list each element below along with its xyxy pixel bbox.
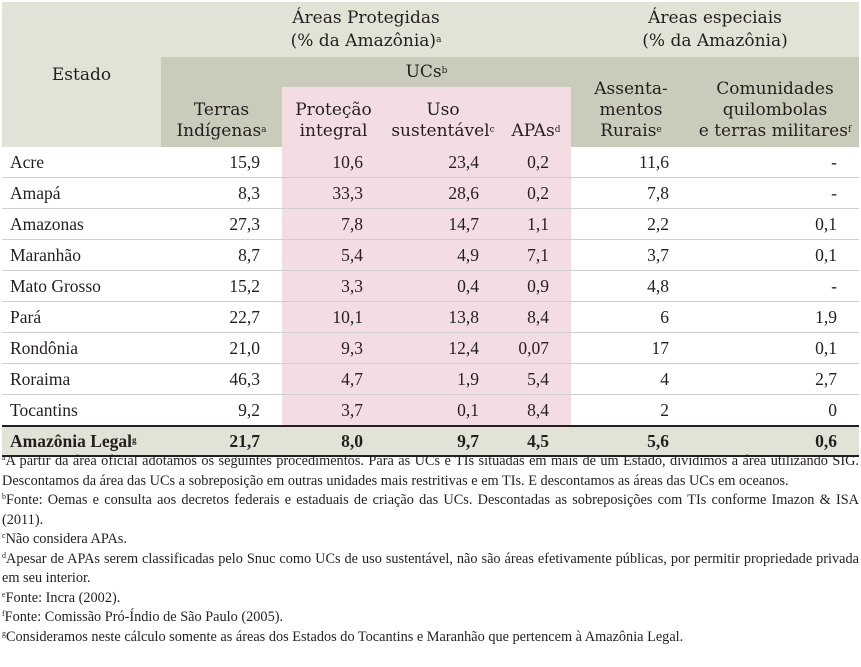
total-estado: Amazônia Legal$^g$	[2, 426, 161, 456]
cell-apa: 1,1	[501, 209, 571, 240]
cell-ti: 15,9	[161, 147, 282, 178]
cell-cq: 1,9	[691, 302, 859, 333]
cell-us: 14,7	[385, 209, 501, 240]
footnote-text: Fonte: Oemas e consulta aos decretos federais e estaduais de criação das UCs. Descontadas as sobreposições com TIs conforme Imazon & ISA (2011).	[2, 492, 859, 528]
cell-ti: 27,3	[161, 209, 282, 240]
table-row	[2, 209, 859, 240]
footnote-text: Não considera APAs.	[5, 531, 127, 547]
row-estado: Roraima	[2, 364, 161, 395]
cell-pi: 4,7	[282, 364, 385, 395]
row-estado: Rondônia	[2, 333, 161, 364]
cell-ti: 22,7	[161, 302, 282, 333]
protected-areas-table	[2, 2, 859, 457]
footnote-mark: c	[2, 531, 6, 540]
cell-ti: 8,7	[161, 240, 282, 271]
cell-us: 13,8	[385, 302, 501, 333]
footnote	[2, 491, 859, 530]
cell-ar: 2	[571, 395, 691, 427]
cell-pi: 3,7	[282, 395, 385, 427]
cell-us: 0,4	[385, 271, 501, 302]
table-row	[2, 302, 859, 333]
table-row	[2, 364, 859, 395]
cell-cq: 2,7	[691, 364, 859, 395]
cell-ti: 8,3	[161, 178, 282, 209]
cell-ar: 4	[571, 364, 691, 395]
cell-ti: 21,0	[161, 333, 282, 364]
table-row	[2, 271, 859, 302]
col-header-comunidades: Comunidades quilombolas e terras militares$^f$	[691, 57, 859, 147]
row-estado: Amapá	[2, 178, 161, 209]
cell-us: 4,9	[385, 240, 501, 271]
row-estado: Pará	[2, 302, 161, 333]
cell-us: 28,6	[385, 178, 501, 209]
cell-pi: 33,3	[282, 178, 385, 209]
col-header-assentamentos: Assenta- mentos Rurais$^e$	[571, 57, 691, 147]
cell-cq: -	[691, 271, 859, 302]
cell-us: 12,4	[385, 333, 501, 364]
table-row	[2, 240, 859, 271]
cell-ar: 11,6	[571, 147, 691, 178]
footnote-mark: g	[2, 628, 6, 638]
row-estado: Maranhão	[2, 240, 161, 271]
cell-ti: 46,3	[161, 364, 282, 395]
footnote	[2, 550, 859, 589]
footnote	[2, 452, 859, 491]
cell-pi: 10,6	[282, 147, 385, 178]
cell-apa: 5,4	[501, 364, 571, 395]
cell-apa: 0,2	[501, 147, 571, 178]
cell-apa: 8,4	[501, 395, 571, 427]
cell-apa: 0,2	[501, 178, 571, 209]
total-cq: 0,6	[691, 426, 859, 456]
table-row	[2, 395, 859, 427]
cell-ar: 7,8	[571, 178, 691, 209]
cell-ar: 2,2	[571, 209, 691, 240]
row-estado: Amazonas	[2, 209, 161, 240]
footnote	[2, 628, 859, 648]
row-estado: Mato Grosso	[2, 271, 161, 302]
cell-us: 23,4	[385, 147, 501, 178]
footnote-mark: f	[2, 609, 5, 618]
col-header-terras-indigenas: Terras Indígenas$^a$	[161, 57, 282, 147]
table-row	[2, 147, 859, 178]
footnote-text: Consideramos neste cálculo somente as áreas dos Estados do Tocantins e Maranhão que pertencem à Amazônia Legal.	[6, 628, 684, 645]
cell-pi: 5,4	[282, 240, 385, 271]
footnote-text: Fonte: Incra (2002).	[5, 589, 121, 606]
footnote-text: A partir da área oficial adotamos os seguintes procedimentos. Para as UCs e TIs situadas em mais de um Estado, dividimos a área utilizando SIG. Descontamos da área das UCs a sobreposição em outras unidades mais restritivas e em TIs. E descontamos as áreas das UCs em oceanos.	[2, 453, 859, 489]
cell-cq: -	[691, 147, 859, 178]
col-group-special-areas: Áreas especiais (% da Amazônia)	[571, 2, 859, 57]
total-apa: 4,5	[501, 426, 571, 456]
cell-cq: 0	[691, 395, 859, 427]
cell-apa: 0,07	[501, 333, 571, 364]
total-ar: 5,6	[571, 426, 691, 456]
cell-pi: 3,3	[282, 271, 385, 302]
cell-ti: 9,2	[161, 395, 282, 427]
cell-pi: 10,1	[282, 302, 385, 333]
cell-ti: 15,2	[161, 271, 282, 302]
cell-pi: 9,3	[282, 333, 385, 364]
footnotes	[2, 452, 859, 647]
footnote	[2, 608, 859, 628]
col-header-protecao-integral: Proteção integral	[282, 87, 385, 147]
cell-ar: 17	[571, 333, 691, 364]
footnote-mark: b	[2, 492, 6, 501]
total-pi: 8,0	[282, 426, 385, 456]
cell-cq: -	[691, 178, 859, 209]
cell-us: 0,1	[385, 395, 501, 427]
cell-pi: 7,8	[282, 209, 385, 240]
footnote-text: Apesar de APAs serem classificadas pelo Snuc como UCs de uso sustentável, não são áreas efetivamente públicas, por permitir propriedade privada em seu interior.	[2, 550, 859, 586]
table-row	[2, 333, 859, 364]
row-estado: Tocantins	[2, 395, 161, 427]
cell-apa: 0,9	[501, 271, 571, 302]
cell-ar: 4,8	[571, 271, 691, 302]
cell-cq: 0,1	[691, 240, 859, 271]
footnote	[2, 530, 859, 550]
row-estado: Acre	[2, 147, 161, 178]
col-group-ucs: UCs$^b$	[282, 57, 571, 87]
footnote	[2, 589, 859, 609]
cell-cq: 0,1	[691, 333, 859, 364]
cell-apa: 8,4	[501, 302, 571, 333]
col-header-apas: APAs$^d$	[501, 87, 571, 147]
footnote-mark: d	[2, 550, 6, 560]
total-us: 9,7	[385, 426, 501, 456]
total-ti: 21,7	[161, 426, 282, 456]
footnote-mark: e	[2, 589, 6, 599]
cell-ar: 6	[571, 302, 691, 333]
col-group-protected-areas: Áreas Protegidas (% da Amazônia)$^a$	[161, 2, 571, 57]
cell-cq: 0,1	[691, 209, 859, 240]
table-row	[2, 178, 859, 209]
footnote-mark: a	[2, 453, 6, 462]
col-header-uso-sustentavel: Uso sustentável$^c$	[385, 87, 501, 147]
cell-us: 1,9	[385, 364, 501, 395]
cell-ar: 3,7	[571, 240, 691, 271]
col-header-estado: Estado	[2, 2, 161, 147]
footnote-text: Fonte: Comissão Pró-Índio de São Paulo (2005).	[4, 609, 284, 625]
cell-apa: 7,1	[501, 240, 571, 271]
